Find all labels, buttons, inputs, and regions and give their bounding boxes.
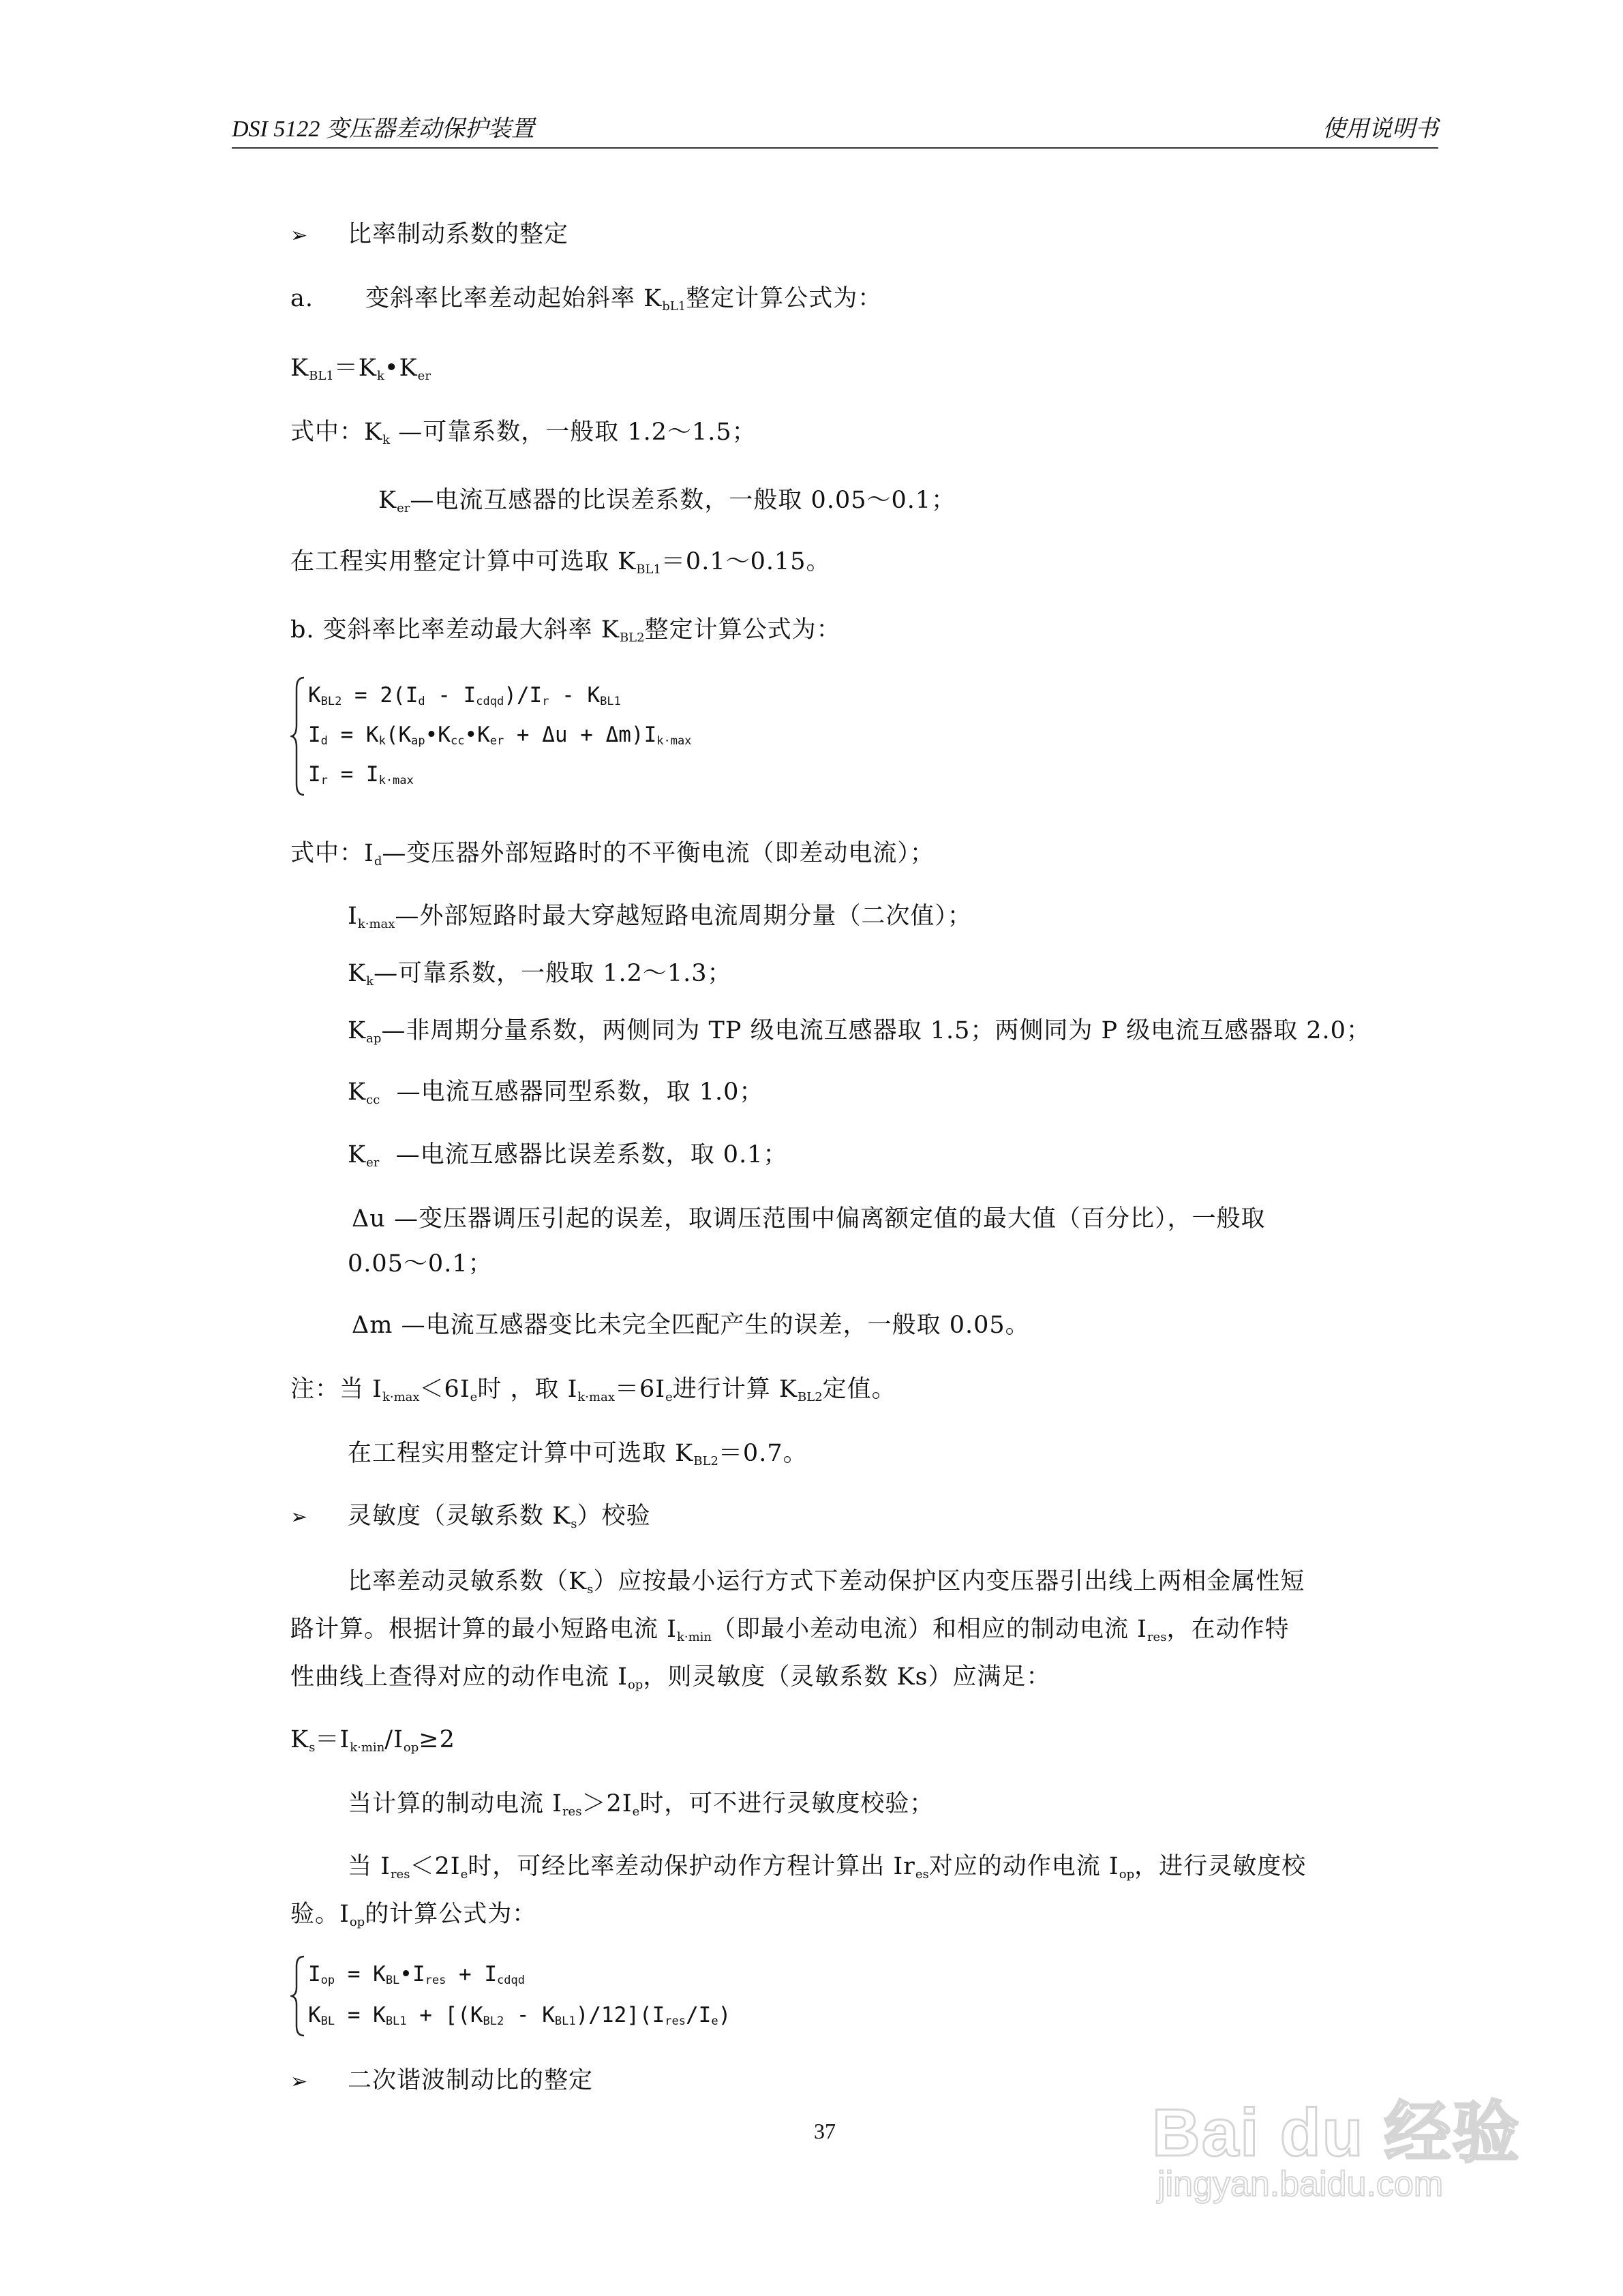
where-kcc: $K_{cc}$ —电流互感器同型系数，取 1.0；	[348, 1078, 764, 1107]
header-title: DSI 5122 变压器差动保护装置	[232, 117, 534, 142]
kbl1-formula: $K_{BL1}=K_k•K_{er}$	[290, 354, 431, 383]
watermark-brand: Bai du 经验	[1152, 2095, 1521, 2170]
equation-system-iop	[290, 1954, 904, 2042]
equation-line: $K_{BL} = K_{BL1} + [(K_{BL2} - K_{BL1})/12](I_{res}/I_e)$	[308, 2003, 731, 2028]
where-ker2: $K_{er}$ —电流互感器比误差系数，取 0.1；	[348, 1141, 788, 1170]
where-ikmax: $I_{k\cdot max}—$外部短路时最大穿越短路电流周期分量（二次值）；	[348, 903, 972, 931]
bullet-arrow-icon: ➢	[290, 224, 309, 247]
where-kk: 式中：$K_k$ —可靠系数，一般取 1.2～1.5；	[290, 419, 757, 447]
page-number: 37	[814, 2119, 836, 2143]
ires-condition-1: 当计算的制动电流 $I_{res}>2I_e$时，可不进行灵敏度校验；	[348, 1790, 935, 1819]
ks-formula: $K_s=I_{k\cdot min}/I_{op}\ge 2$	[290, 1726, 455, 1755]
section-title-ratio-coefficient: ➢ 比率制动系数的整定	[290, 218, 568, 252]
where-du-range: 0.05～0.1；	[348, 1250, 493, 1278]
paragraph-line: 路计算。根据计算的最小短路电流 $I_{k\cdot min}$（即最小差动电流）和相应的制动电流 $I_{res}$，在动作特	[290, 1616, 1290, 1644]
where-du: Δu —变压器调压引起的误差，取调压范围中偏离额定值的最大值（百分比），一般取	[352, 1205, 1266, 1233]
iop-intro: 验。$I_{op}$的计算公式为：	[290, 1901, 537, 1929]
practical-kbl1: 在工程实用整定计算中可选取 $K_{BL1}=0.1\sim 0.15$。	[290, 548, 831, 577]
watermark-url: jingyan.baidu.com	[1157, 2164, 1444, 2204]
brace-icon	[290, 675, 307, 798]
watermark	[1152, 2079, 1547, 2216]
equation-system-kbl2	[290, 675, 904, 804]
where-ker: $K_{er}—$电流互感器的比误差系数，一般取 0.05～0.1；	[378, 487, 956, 515]
brace-icon	[290, 1954, 307, 2038]
page-header	[232, 117, 1438, 149]
item-a: a. 变斜率比率差动起始斜率 $K_{bL1}$整定计算公式为：	[290, 285, 883, 314]
header-doc-type: 使用说明书	[1322, 117, 1438, 142]
paragraph-line: 性曲线上查得对应的动作电流 $I_{op}$，则灵敏度（灵敏系数 Ks）应满足：	[290, 1663, 1051, 1692]
equation-line: $K_{BL2} = 2(I_d - I_{cdqd})/I_r - K_{BL1}$	[308, 683, 621, 708]
paragraph-line: 比率差动灵敏系数$(K_s)$应按最小运行方式下差动保护区内变压器引出线上两相金属性短	[348, 1568, 1305, 1597]
bullet-arrow-icon: ➢	[290, 1505, 309, 1529]
where-kk2: $K_k—$可靠系数，一般取 1.2～1.3；	[348, 960, 732, 988]
where-dm: Δm —电流互感器变比未完全匹配产生的误差，一般取 0.05。	[352, 1312, 1030, 1339]
bullet-arrow-icon: ➢	[290, 2070, 309, 2094]
equation-line: $I_d$ = $K_k(K_{ap}•K_{cc}•K_{er} + \Delta u + \Delta m)I_{k\cdot max}$	[308, 723, 692, 748]
section-title-sensitivity: ➢ 灵敏度（灵敏系数 $K_s$）校验	[290, 1500, 651, 1534]
equation-line: $I_{op}$ = $K_{BL}•I_{res} + I_{cdqd}$	[308, 1962, 525, 1987]
ires-condition-2: 当 $I_{res}<2I_e$时，可经比率差动保护动作方程计算出 $Ir_{es}$对应的动作电流 $I_{op}$，进行灵敏度校	[348, 1853, 1307, 1882]
practical-kbl2: 在工程实用整定计算中可选取 $K_{BL2}=0.7$。	[348, 1440, 808, 1468]
where-kap: $K_{ap}—$非周期分量系数，两侧同为 TP 级电流互感器取 1.5；两侧同为 P 级电流互感器取 2.0；	[348, 1017, 1371, 1046]
equation-line: $I_r = I_{k\cdot max}$	[308, 762, 414, 787]
note: 注：当 $I_{k\cdot max}<6I_e$时 ，取 $I_{k\cdot max}=6I_e$进行计算 $K_{BL2}$定值。	[290, 1376, 896, 1404]
section-title-second-harmonic: ➢ 二次谐波制动比的整定	[290, 2064, 593, 2098]
item-b: b. 变斜率比率差动最大斜率 $K_{BL2}$整定计算公式为：	[290, 616, 841, 645]
where-id: 式中：$I_d—$变压器外部短路时的不平衡电流（即差动电流）；	[290, 840, 935, 868]
